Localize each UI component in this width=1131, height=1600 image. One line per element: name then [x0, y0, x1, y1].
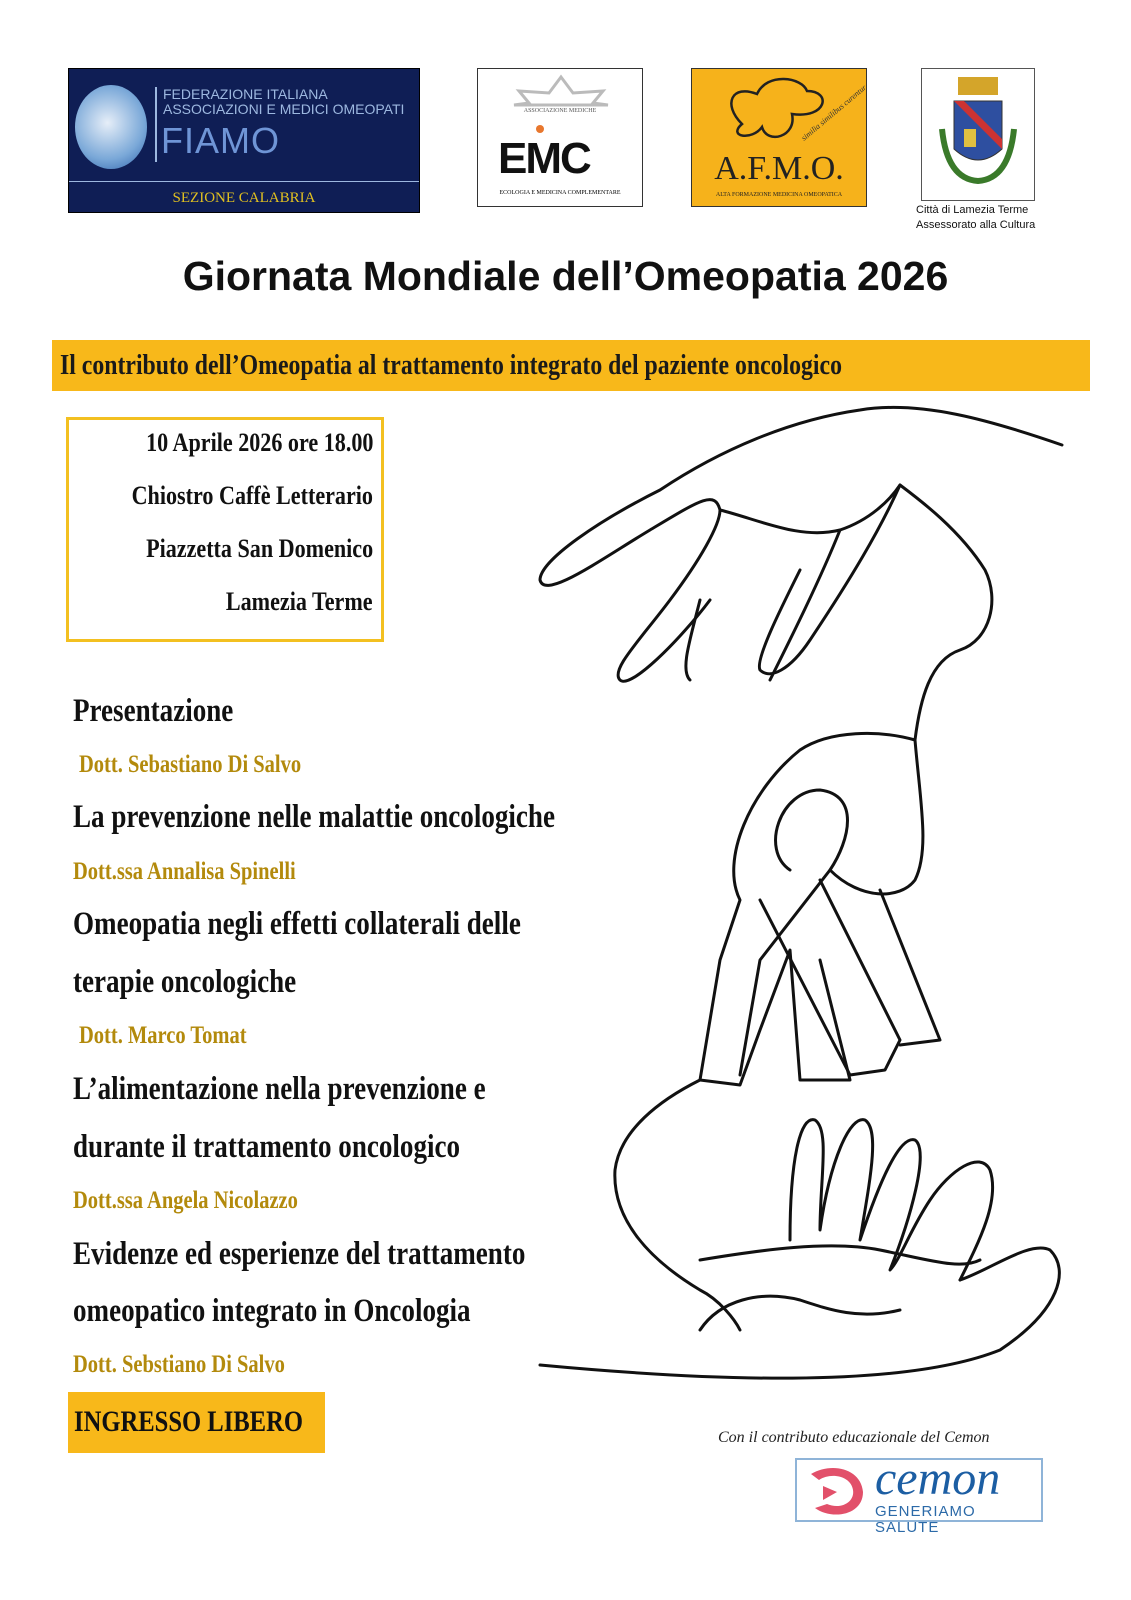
fiamo-logo	[68, 68, 420, 213]
cemon-tagline: GENERIAMO SALUTE	[875, 1503, 976, 1536]
speaker-name: Dott. Sebstiano Di Salvo	[73, 1351, 285, 1378]
afmo-logo	[691, 68, 867, 207]
city-coat-of-arms	[921, 68, 1035, 201]
city-dept: Assessorato alla Cultura	[916, 219, 1036, 231]
emc-logo	[477, 68, 643, 207]
subtitle: Il contributo dell’Omeopatia al trattamento integrato del paziente oncologico	[60, 349, 842, 381]
topic-title: La prevenzione nelle malattie oncologiche	[73, 799, 555, 835]
sponsor-note: Con il contributo educazionale del Cemon	[718, 1429, 990, 1446]
speaker-name: Dott. Sebastiano Di Salvo	[79, 751, 302, 778]
leaf-icon	[478, 69, 644, 135]
event-info-box	[66, 417, 384, 642]
speaker-name: Dott. Marco Tomat	[79, 1022, 247, 1049]
emc-name: EMC	[498, 134, 590, 183]
free-entry-label: INGRESSO LIBERO	[74, 1405, 303, 1438]
free-entry-badge	[68, 1392, 325, 1453]
event-datetime: 10 Aprile 2026 ore 18.00	[145, 428, 373, 457]
afmo-motto: similia similibus curentur	[799, 82, 868, 143]
logo-divider	[155, 87, 157, 162]
topic-title: omeopatico integrato in Oncologia	[73, 1293, 471, 1329]
cemon-mark-icon	[801, 1460, 871, 1520]
speaker-name: Dott.ssa Annalisa Spinelli	[73, 858, 296, 885]
fiamo-name: FIAMO	[161, 120, 280, 161]
emc-sub: ECOLOGIA E MEDICINA COMPLEMENTARE	[499, 190, 621, 196]
page-title: Giornata Mondiale dell’Omeopatia 2026	[182, 253, 949, 299]
event-venue: Chiostro Caffè Letterario	[131, 481, 373, 510]
speaker-name: Dott.ssa Angela Nicolazzo	[73, 1187, 298, 1214]
topic-title: Omeopatia negli effetti collaterali delle	[73, 906, 521, 942]
topic-title: terapie oncologiche	[73, 964, 297, 1000]
city-name: Città di Lamezia Terme	[916, 204, 1029, 216]
fiamo-text	[163, 87, 404, 117]
fiamo-line1: FEDERAZIONE ITALIANA	[163, 86, 328, 102]
afmo-sub: ALTA FORMAZIONE MEDICINA OMEOPATICA	[715, 192, 843, 198]
topic-title: Presentazione	[73, 693, 234, 729]
coat-of-arms-icon	[922, 69, 1034, 200]
fiamo-section: SEZIONE CALABRIA	[69, 181, 419, 213]
emc-assoc: ASSOCIAZIONE MEDICHE	[523, 108, 597, 114]
hands-ribbon-illustration	[520, 390, 1080, 1380]
cemon-name: cemon	[875, 1452, 1001, 1505]
afmo-name: A.F.M.O.	[714, 150, 844, 187]
hahnemann-portrait	[75, 85, 147, 169]
subtitle-banner	[52, 340, 1090, 391]
topic-title: durante il trattamento oncologico	[73, 1129, 461, 1165]
flower-icon	[692, 69, 868, 149]
topic-title: Evidenze ed esperienze del trattamento	[73, 1236, 526, 1272]
cemon-logo	[795, 1452, 1043, 1536]
event-city: Lamezia Terme	[226, 587, 373, 616]
event-square: Piazzetta San Domenico	[145, 534, 373, 563]
city-caption	[916, 203, 1035, 233]
topic-title: L’alimentazione nella prevenzione e	[73, 1071, 486, 1107]
fiamo-line2: ASSOCIAZIONI E MEDICI OMEOPATI	[163, 101, 405, 117]
